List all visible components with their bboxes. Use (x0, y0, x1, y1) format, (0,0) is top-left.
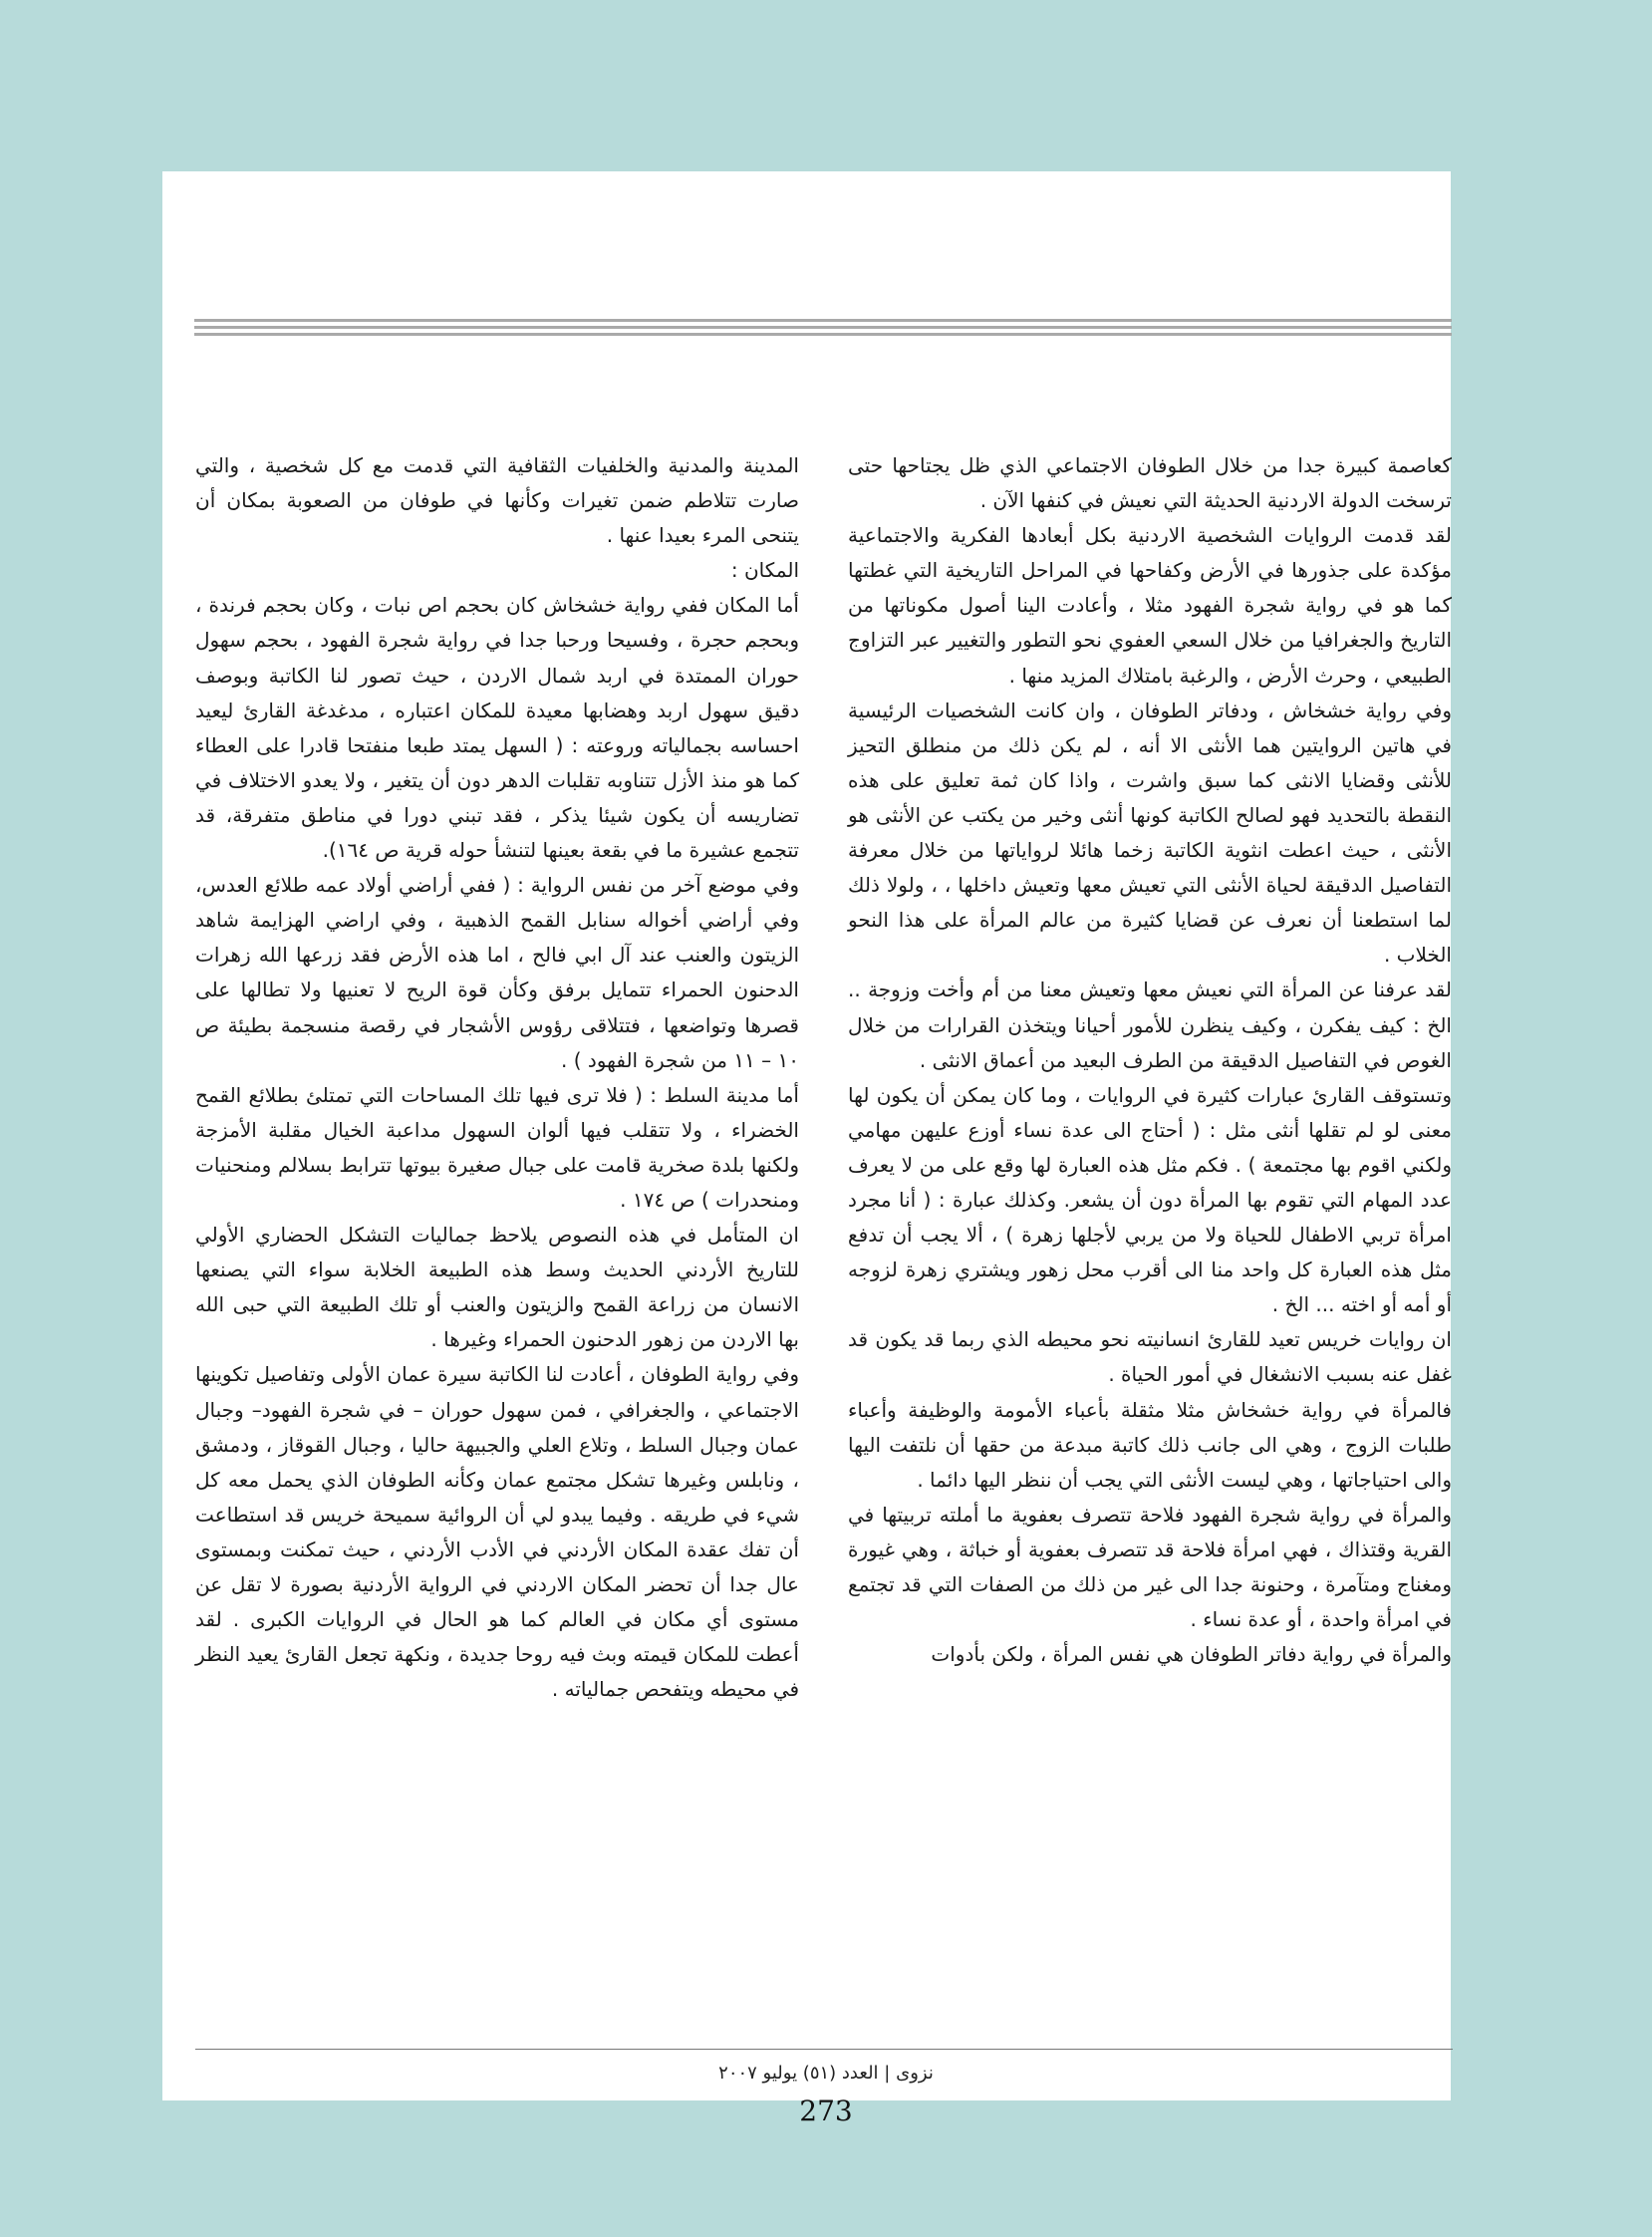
section-heading: المكان : (730, 558, 799, 583)
footer-rule (195, 2049, 1453, 2050)
header-rule (194, 319, 1452, 337)
paragraph: فالمرأة في رواية خشخاش مثلا مثقلة بأعباء الأمومة والوظيفة وأعباء طلبات الزوج ، وهي الى جانب ذلك كاتبة مبدعة من حقها أن نلتفت اليها والى احتياجاتها ، وهي ليست الأنثى التي يجب أن ننظر اليها دائما . (848, 1397, 1452, 1492)
paragraph: وفي رواية الطوفان ، أعادت لنا الكاتبة سيرة عمان الأولى وتفاصيل تكوينها الاجتماعي ، والجغرافي ، فمن سهول حوران – في شجرة الفهود– وجبال عمان وجبال السلط ، وتلاع العلي والجبيهة حاليا ، وجبال القوقاز ، ودمشق ، ونابلس وغيرها تشكل مجتمع عمان وكأنه الطوفان الذي يحمل معه كل شيء في طريقه . وفيما يبدو لي أن الروائية سميحة خريس قد استطاعت أن تفك عقدة المكان الأردني في الأدب الأردني ، حيث تمكنت وبمستوى عال جدا أن تحضر المكان الاردني في الرواية الأردنية بصورة لا تقل عن مستوى أي مكان في العالم كما هو الحال في الروايات الكبرى . لقد أعطت للمكان قيمته وبث فيه روحا جديدة ، ونكهة تجعل القارئ يعيد النظر في محيطه ويتفحص جمالياته . (195, 1362, 799, 1702)
right-column (848, 448, 1452, 1672)
paragraph: أما مدينة السلط : ( فلا ترى فيها تلك المساحات التي تمتلئ بطلائع القمح الخضراء ، ولا تتقلب فيها ألوان السهول مداعبة الخيال مقلبة الأمزجة ولكنها بلدة صخرية قامت على جبال صغيرة بيوتها تترابط بسلالم ومنحنيات ومنحدرات ) ص ١٧٤ . (195, 1082, 799, 1212)
paragraph: وفي موضع آخر من نفس الرواية : ( ففي أراضي أولاد عمه طلائع العدس، وفي أراضي أخواله سنابل القمح الذهبية ، وفي اراضي الهزايمة شاهد الزيتون والعنب عند آل ابي فالح ، اما هذه الأرض فقد زرعها الله زهرات الدحنون الحمراء تتمايل برفق وكأن قوة الريح لا تعنيها ولا تطالها على قصرها وتواضعها ، فتتلاقى رؤوس الأشجار في رقصة منسجمة بطيئة ص ١٠ – ١١ من شجرة الفهود ) . (195, 873, 799, 1072)
footer-issue-line (0, 2063, 1652, 2084)
paragraph: ان روايات خريس تعيد للقارئ انسانيته نحو محيطه الذي ربما قد يكون قد غفل عنه بسبب الانشغال في أمور الحياة . (848, 1327, 1452, 1387)
paragraph: والمرأة في رواية شجرة الفهود فلاحة تتصرف بعفوية ما أملته تربيتها في القرية وقتذاك ، فهي امرأة فلاحة قد تتصرف بعفوية أو خباثة ، وهي غيورة ومغناج ومتآمرة ، وحنونة جدا الى غير من ذلك من الصفات التي قد تجتمع في امرأة واحدة ، أو عدة نساء . (848, 1502, 1452, 1632)
paragraph: لقد عرفنا عن المرأة التي نعيش معها وتعيش معنا من أم وأخت وزوجة .. الخ : كيف يفكرن ، وكيف ينظرن للأمور أحيانا ويتخذن القرارات من خلال الغوص في التفاصيل الدقيقة من الطرف البعيد من أعماق الانثى . (848, 978, 1452, 1072)
paragraph: المدينة والمدنية والخلفيات الثقافية التي قدمت مع كل شخصية ، والتي صارت تتلاطم ضمن تغيرات وكأنها في طوفان من الصعوبة بمكان أن يتنحى المرء بعيدا عنها . (195, 453, 799, 548)
paragraph: لقد قدمت الروايات الشخصية الاردنية بكل أبعادها الفكرية والاجتماعية مؤكدة على جذورها في الأرض وكفاحها في المراحل التاريخية التي غطتها كما هو في رواية شجرة الفهود مثلا ، وأعادت الينا أصول مكوناتها من التاريخ والجغرافيا من خلال السعي العفوي نحو التطور والتغيير عبر التزاوج الطبيعي ، وحرث الأرض ، والرغبة بامتلاك المزيد منها . (848, 523, 1452, 688)
paragraph: وتستوقف القارئ عبارات كثيرة في الروايات ، وما كان يمكن أن يكون لها معنى لو لم تقلها أنثى مثل : ( أحتاج الى عدة نساء أوزع عليهن مهامي ولكني اقوم بها مجتمعة ) . فكم مثل هذه العبارة لها وقع على من لا يعرف عدد المهام التي تقوم بها المرأة دون أن يشعر. وكذلك عبارة : ( أنا مجرد امرأة تربي الاطفال للحياة ولا من يربي لأجلها زهرة ) ، ألا يجب أن تدفع مثل هذه العبارة كل واحد منا الى أقرب محل زهور ويشتري زهرة لزوجه أو أمه أو اخته ... الخ . (848, 1082, 1452, 1317)
left-column (195, 448, 799, 1707)
paragraph: أما المكان ففي رواية خشخاش كان بحجم اص نبات ، وكان بحجم فرندة ، وبحجم حجرة ، وفسيحا ورحبا جدا في رواية شجرة الفهود ، بحجم سهول حوران الممتدة في اربد شمال الاردن ، حيث تصور لنا الكاتبة وبوصف دقيق سهول اربد وهضابها معيدة للمكان اعتباره ، مدغدغة القارئ ليعيد احساسه بجمالياته وروعته : ( السهل يمتد طبعا منفتحا قادرا على العطاء كما هو منذ الأزل تتناوبه تقلبات الدهر دون أن يتغير ، ولا يعدو الاختلاف في تضاريسه أن يكون شيئا يذكر ، فقد تبني دورا في مناطق متفرقة، قد تتجمع عشيرة ما في بقعة بعينها لتنشأ حوله قرية ص ١٦٤). (195, 593, 799, 863)
issue-info: العدد (٥١) يوليو ٢٠٠٧ (718, 2063, 879, 2084)
magazine-name: نزوى (896, 2063, 934, 2084)
paragraph: كعاصمة كبيرة جدا من خلال الطوفان الاجتماعي الذي ظل يجتاحها حتى ترسخت الدولة الاردنية الحديثة التي نعيش في كنفها الآن . (848, 453, 1452, 513)
page-number: 273 (799, 2095, 853, 2127)
separator: | (884, 2063, 891, 2084)
paragraph: وفي رواية خشخاش ، ودفاتر الطوفان ، وان كانت الشخصيات الرئيسية في هاتين الروايتين هما الأنثى الا أنه ، لم يكن ذلك من منطلق التحيز للأنثى وقضايا الانثى كما سبق واشرت ، واذا كان ثمة تعليق على هذه النقطة بالتحديد فهو لصالح الكاتبة كونها أنثى وخير من يكتب عن الأنثى هو الأنثى ، حيث اعطت انثوية الكاتبة زخما هائلا لرواياتها من خلال معرفة التفاصيل الدقيقة لحياة الأنثى التي تعيش معها وتعيش داخلها ، ، ولولا ذلك لما استطعنا أن نعرف عن قضايا كثيرة من عالم المرأة على هذا النحو الخلاب . (848, 698, 1452, 968)
paragraph: ان المتأمل في هذه النصوص يلاحظ جماليات التشكل الحضاري الأولي للتاريخ الأردني الحديث وسط هذه الطبيعة الخلابة سواء التي يصنعها الانسان من زراعة القمح والزيتون والعنب أو تلك الطبيعة التي حبى الله بها الاردن من زهور الدحنون الحمراء وغيرها . (195, 1223, 799, 1352)
paragraph: والمرأة في رواية دفاتر الطوفان هي نفس المرأة ، ولكن بأدوات (931, 1642, 1452, 1667)
